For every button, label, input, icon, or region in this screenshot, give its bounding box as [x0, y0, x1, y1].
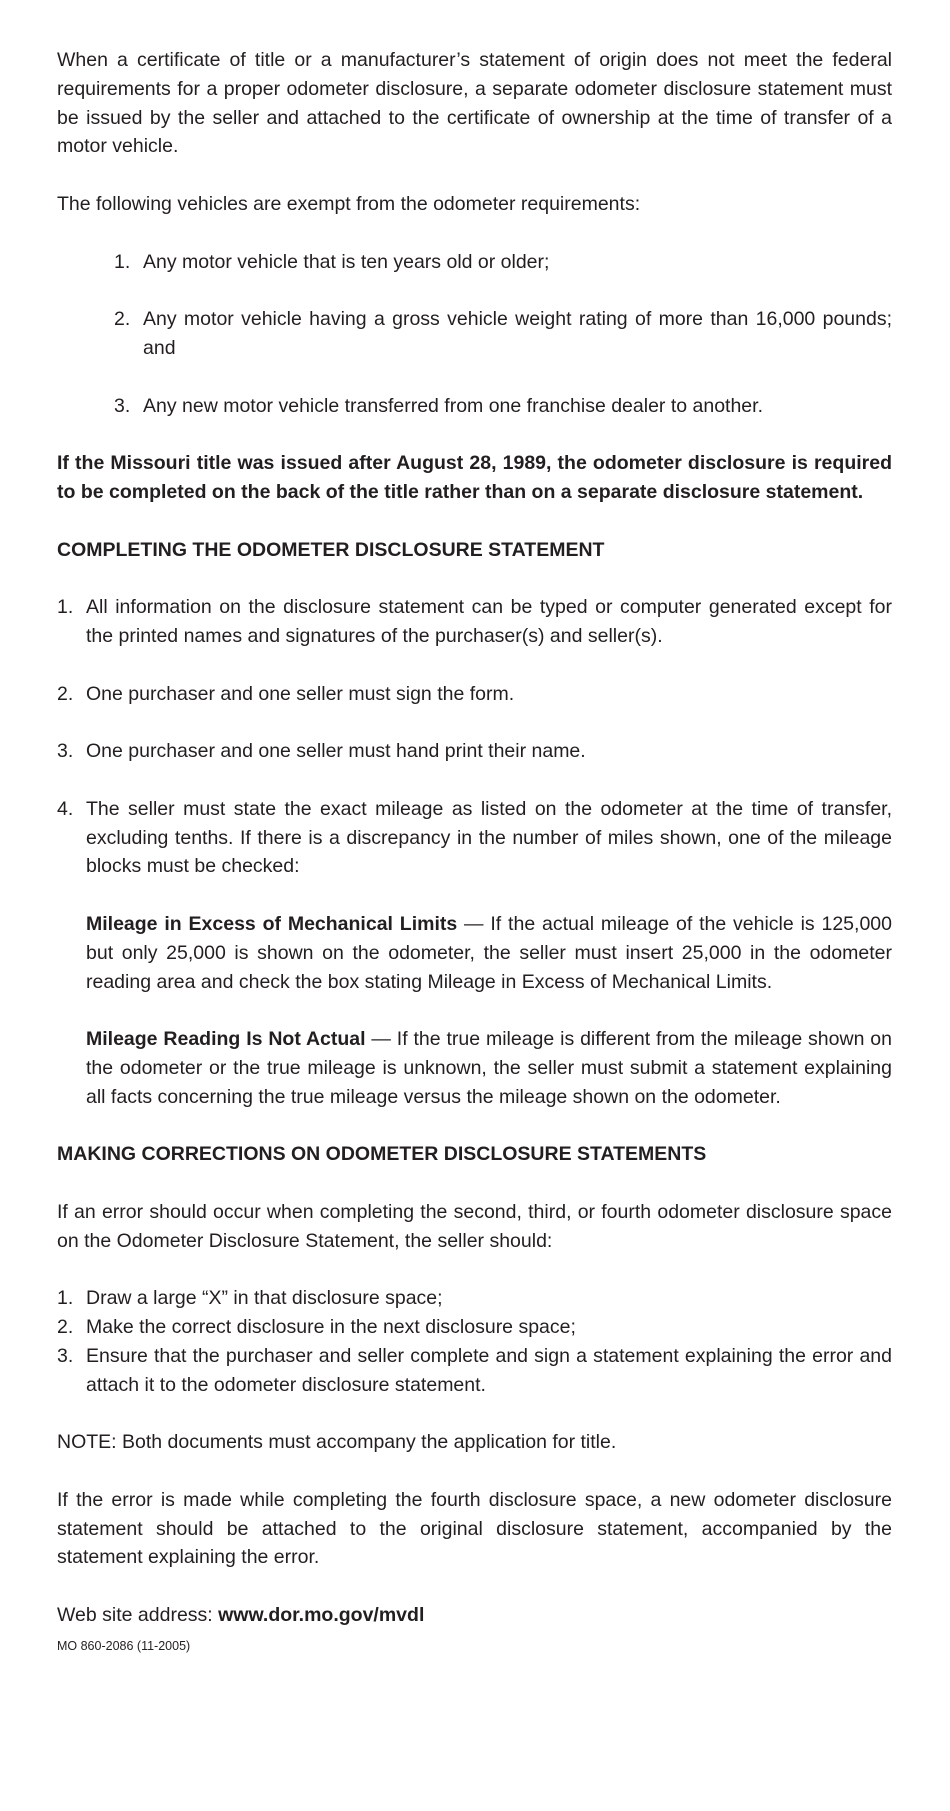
list-number: 1.: [114, 250, 131, 273]
completing-steps: [57, 593, 892, 1111]
list-number: 4.: [57, 797, 74, 820]
list-item: [57, 248, 892, 277]
list-number: 3.: [57, 1344, 74, 1367]
list-number: 2.: [57, 682, 74, 705]
document-page: [57, 46, 892, 1654]
list-number: 2.: [57, 1316, 74, 1339]
excess-limits-term: Mileage in Excess of Mechanical Limits: [86, 912, 458, 935]
list-text: One purchaser and one seller must sign the form.: [86, 682, 515, 705]
excess-limits-paragraph: [86, 910, 892, 996]
list-text: Any motor vehicle having a gross vehicle weight rating of more than 16,000 pounds; and: [143, 308, 892, 359]
list-item: [57, 305, 892, 363]
not-actual-paragraph: [86, 1025, 892, 1111]
website-url[interactable]: www.dor.mo.gov/mvdl: [218, 1604, 425, 1627]
website-line: [57, 1601, 892, 1630]
list-number: 1.: [57, 1287, 74, 1310]
completing-heading: COMPLETING THE ODOMETER DISCLOSURE STATEMENT: [57, 538, 605, 561]
missouri-note: If the Missouri title was issued after August 28, 1989, the odometer disclosure is required to be completed on the back of the title rather than on a separate disclosure statement.: [57, 452, 892, 503]
list-number: 1.: [57, 596, 74, 619]
corrections-intro: If an error should occur when completing the second, third, or fourth odometer disclosure space on the Odometer Disclosure Statement, the seller should:: [57, 1200, 892, 1252]
list-item: [57, 593, 892, 651]
corrections-steps: [57, 1284, 892, 1399]
not-actual-term: Mileage Reading Is Not Actual: [86, 1028, 366, 1051]
list-text: Ensure that the purchaser and seller complete and sign a statement explaining the error and attach it to the odometer disclosure statement.: [86, 1344, 892, 1396]
corrections-heading: MAKING CORRECTIONS ON ODOMETER DISCLOSURE STATEMENTS: [57, 1143, 707, 1166]
form-number: MO 860-2086 (11-2005): [57, 1638, 191, 1653]
exemption-list: [57, 248, 892, 421]
list-text: Make the correct disclosure in the next disclosure space;: [86, 1316, 576, 1339]
list-item: [57, 795, 892, 1112]
fourth-space-paragraph: If the error is made while completing the fourth disclosure space, a new odometer disclosure statement should be attached to the original disclosure statement, accompanied by the statement explaining the error.: [57, 1488, 892, 1569]
not-actual-text: — If the true mileage is different from the mileage shown on the odometer or the true mileage is unknown, the seller must submit a statement explaining all facts concerning the true mileage versus the mileage shown on the odometer.: [86, 1028, 892, 1108]
list-text: The seller must state the exact mileage as listed on the odometer at the time of transfer, excluding tenths. If there is a discrepancy in the number of miles shown, one of the mileage blocks must be checked:: [86, 797, 892, 878]
website-label: Web site address:: [57, 1604, 219, 1627]
list-item: [57, 392, 892, 421]
list-item: [57, 1342, 892, 1400]
list-text: Draw a large “X” in that disclosure space;: [86, 1287, 443, 1310]
list-item: [57, 737, 892, 766]
list-text: Any motor vehicle that is ten years old or older;: [143, 250, 550, 273]
excess-limits-text: — If the actual mileage of the vehicle is 125,000 but only 25,000 is shown on the odometer, the seller must insert 25,000 in the odometer reading area and check the box stating Mileage in Excess of Mechanical Limits.: [86, 912, 892, 993]
list-number: 3.: [114, 394, 131, 417]
list-number: 2.: [114, 308, 131, 331]
exempt-intro: The following vehicles are exempt from the odometer requirements:: [57, 192, 641, 215]
list-text: One purchaser and one seller must hand print their name.: [86, 740, 586, 763]
intro-paragraph: When a certificate of title or a manufacturer’s statement of origin does not meet the federal requirements for a proper odometer disclosure, a separate odometer disclosure statement must be issued by the seller and attached to the certificate of ownership at the time of transfer of a motor vehicle.: [57, 49, 892, 158]
list-item: [57, 680, 892, 709]
list-number: 3.: [57, 740, 74, 763]
list-item: [57, 1284, 892, 1313]
list-item: [57, 1313, 892, 1342]
list-text: Any new motor vehicle transferred from one franchise dealer to another.: [143, 394, 763, 417]
note-paragraph: NOTE: Both documents must accompany the application for title.: [57, 1431, 617, 1454]
list-text: All information on the disclosure statement can be typed or computer generated except for the printed names and signatures of the purchaser(s) and seller(s).: [86, 596, 892, 647]
